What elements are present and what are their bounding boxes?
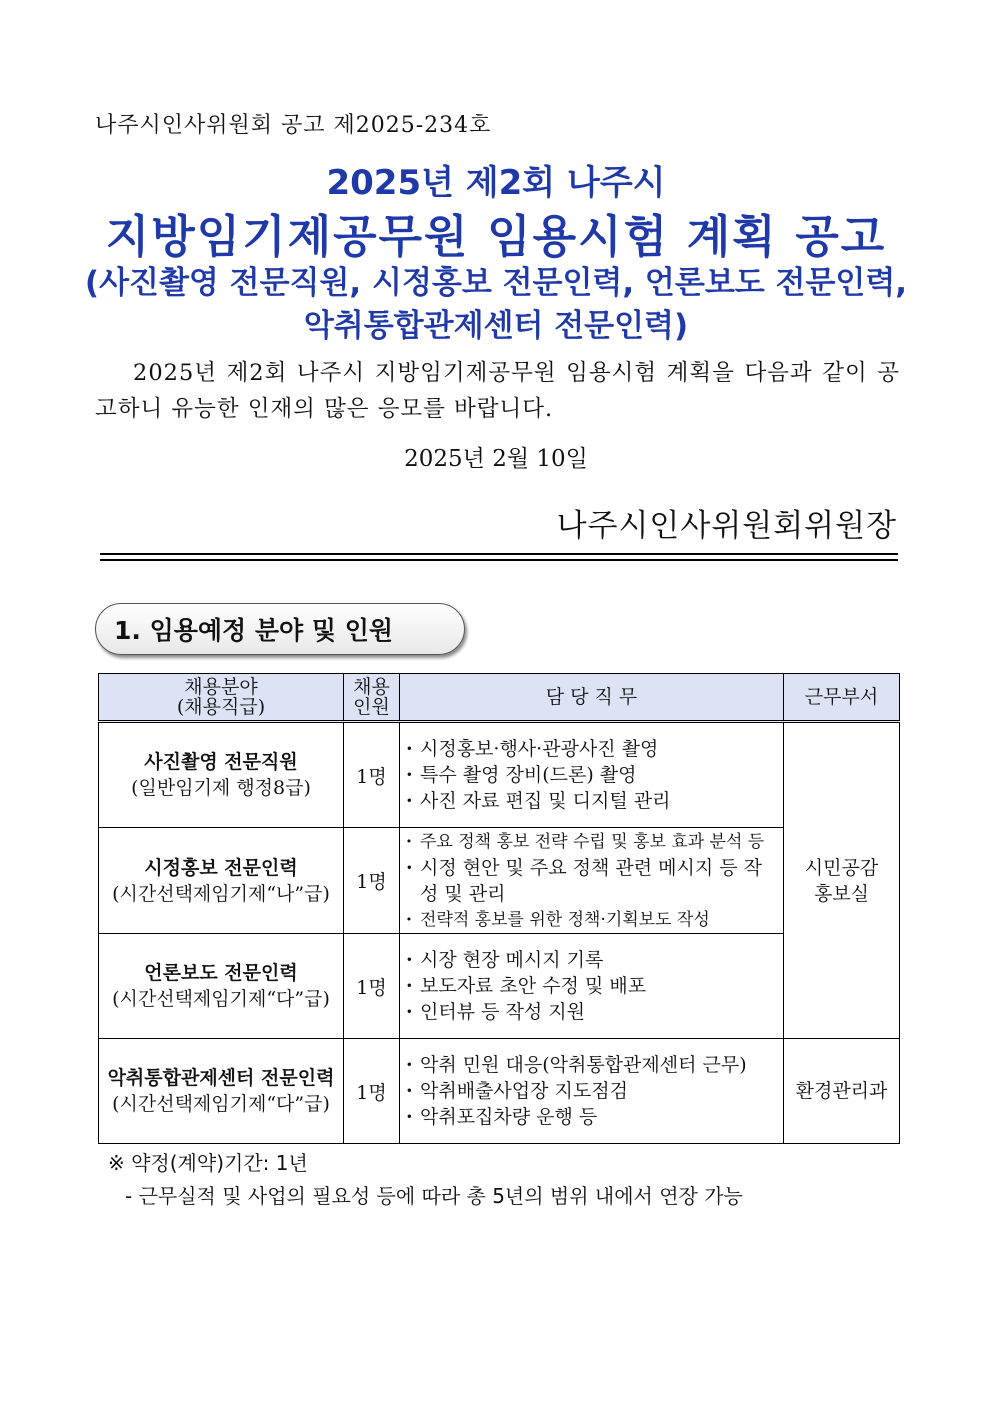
extension-note: - 근무실적 및 사업의 필요성 등에 따라 총 5년의 범위 내에서 연장 가능 bbox=[125, 1184, 743, 1208]
duty-item: · 특수 촬영 장비(드론) 촬영 bbox=[406, 762, 779, 788]
count-cell: 1명 bbox=[344, 722, 400, 828]
field-cell bbox=[99, 1039, 344, 1144]
duty-item: · 보도자료 초안 수정 및 배포 bbox=[406, 973, 779, 999]
table-row bbox=[99, 934, 900, 1039]
title-line-3: (사진촬영 전문직원, 시정홍보 전문인력, 언론보도 전문인력, bbox=[84, 265, 908, 301]
header-count: 채용 인원 bbox=[344, 674, 400, 722]
field-grade: (일반임기제 행정8급) bbox=[131, 777, 311, 799]
issuer-name: 나주시인사위원회위원장 bbox=[556, 508, 897, 544]
duty-item: · 악취배출사업장 지도점검 bbox=[406, 1078, 779, 1104]
notice-date: 2025년 2월 10일 bbox=[404, 446, 588, 472]
title-line-1: 2025년 제2회 나주시 bbox=[326, 163, 666, 203]
table-header-row bbox=[99, 674, 900, 722]
positions-table bbox=[98, 673, 900, 1144]
field-name: 언론보도 전문인력 bbox=[144, 962, 298, 984]
duty-item: · 시정홍보·행사·관광사진 촬영 bbox=[406, 736, 779, 762]
duty-item: · 주요 정책 홍보 전략 수립 및 홍보 효과 분석 등 bbox=[406, 829, 779, 855]
divider-bottom bbox=[100, 559, 898, 561]
field-grade: (시간선택제임기제“나”급) bbox=[112, 882, 330, 905]
duties-cell bbox=[400, 828, 784, 934]
duty-item: · 시장 현장 메시지 기록 bbox=[406, 947, 779, 973]
count-cell: 1명 bbox=[344, 1039, 400, 1144]
field-name: 사진촬영 전문직원 bbox=[144, 751, 298, 773]
section-heading: 1. 임용예정 분야 및 인원 bbox=[95, 603, 465, 655]
table-row bbox=[99, 1039, 900, 1144]
term-note: ※ 약정(계약)기간: 1년 bbox=[108, 1151, 308, 1175]
field-grade: (시간선택제임기제“다”급) bbox=[112, 988, 330, 1010]
header-duties: 담 당 직 무 bbox=[400, 674, 784, 722]
header-field: 채용분야 (채용직급) bbox=[99, 674, 344, 722]
duties-cell bbox=[400, 934, 784, 1039]
field-grade: (시간선택제임기제“다”급) bbox=[112, 1093, 330, 1115]
duties-cell bbox=[400, 1039, 784, 1144]
field-name: 악취통합관제센터 전문인력 bbox=[107, 1067, 335, 1089]
duties-cell bbox=[400, 722, 784, 828]
table-row bbox=[99, 828, 900, 934]
duty-item: · 사진 자료 편집 및 디지털 관리 bbox=[406, 788, 779, 814]
header-dept: 근무부서 bbox=[784, 674, 900, 722]
title-line-4: 악취통합관제센터 전문인력) bbox=[303, 308, 689, 344]
duty-item: · 전략적 홍보를 위한 정책·기획보도 작성 bbox=[406, 907, 779, 933]
title-line-2: 지방임기제공무원 임용시험 계획 공고 bbox=[105, 210, 887, 263]
duty-item: · 인터뷰 등 작성 지원 bbox=[406, 999, 779, 1025]
field-cell bbox=[99, 828, 344, 934]
notice-number: 나주시인사위원회 공고 제2025-234호 bbox=[95, 113, 492, 138]
count-cell: 1명 bbox=[344, 828, 400, 934]
duty-item: · 악취포집차량 운행 등 bbox=[406, 1104, 779, 1130]
field-cell bbox=[99, 722, 344, 828]
count-cell: 1명 bbox=[344, 934, 400, 1039]
duty-item: · 시정 현안 및 주요 정책 관련 메시지 등 작성 및 관리 bbox=[406, 855, 779, 907]
intro-paragraph: 2025년 제2회 나주시 지방임기제공무원 임용시험 계획을 다음과 같이 공고하니 유능한 인재의 많은 응모를 바랍니다. bbox=[95, 360, 900, 422]
divider-top bbox=[100, 553, 898, 555]
dept-cell: 환경관리과 bbox=[784, 1039, 900, 1144]
duty-item: · 악취 민원 대응(악취통합관제센터 근무) bbox=[406, 1052, 779, 1078]
table-row bbox=[99, 722, 900, 828]
field-name: 시정홍보 전문인력 bbox=[144, 856, 298, 879]
field-cell bbox=[99, 934, 344, 1039]
dept-cell-merged: 시민공감 홍보실 bbox=[784, 722, 900, 1039]
